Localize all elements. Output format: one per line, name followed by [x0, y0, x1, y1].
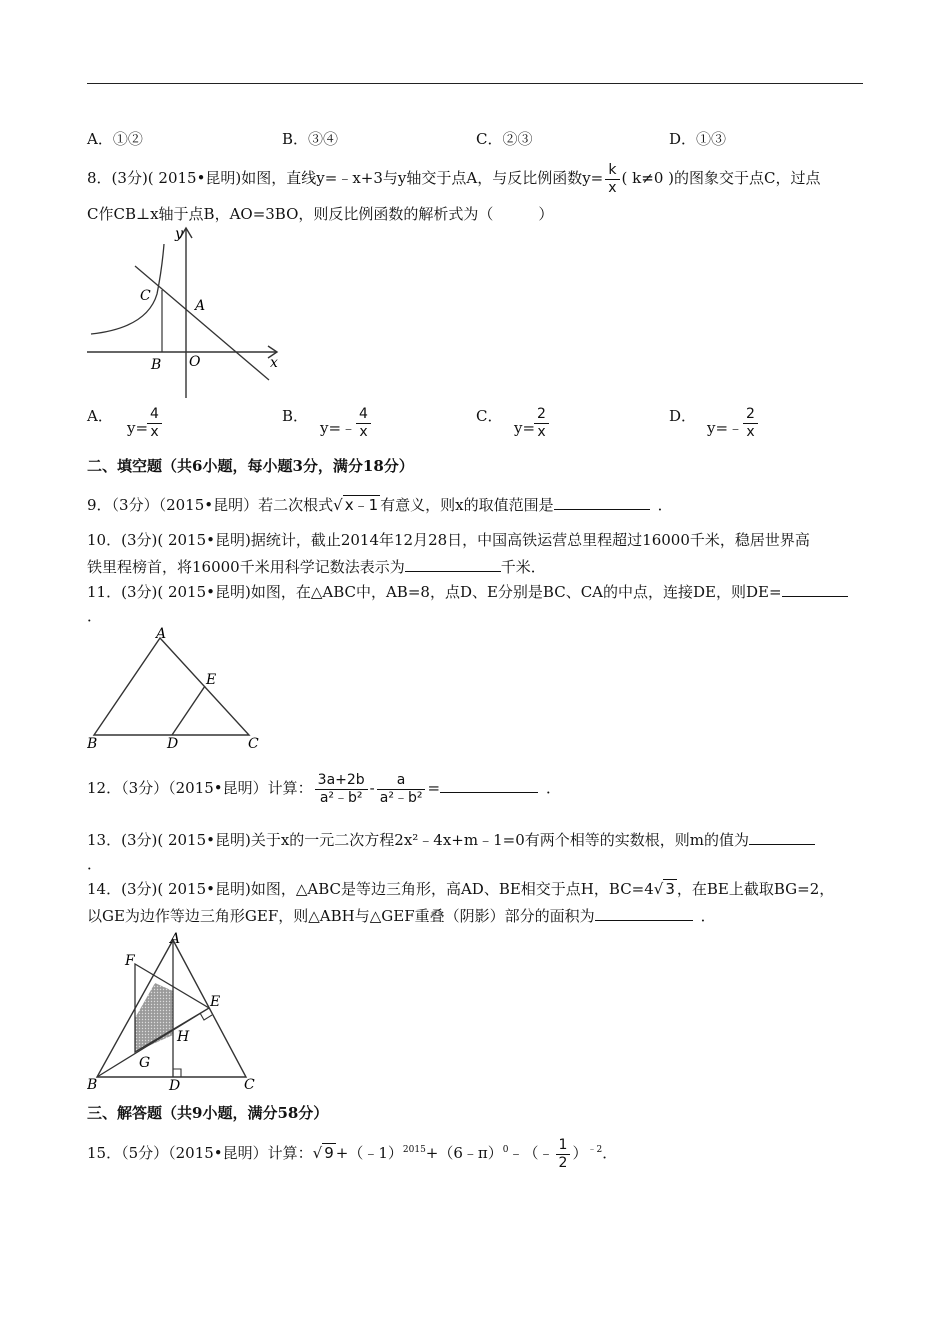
q9-line — [87, 494, 673, 515]
q8-option-a — [87, 406, 159, 440]
q11-figure — [87, 624, 277, 754]
q9-radicand: x﹣1 — [344, 496, 379, 514]
q13-text: 13．(3分)( 2015•昆明)关于x的一元二次方程2x²﹣4x+m﹣1=0有两个相等的实数根，则m的值为 — [87, 831, 749, 849]
q11-label-c: C — [248, 736, 259, 752]
q14-answer-blank[interactable] — [595, 905, 693, 921]
q15-den: 2 — [558, 1154, 568, 1171]
q8-option-c — [476, 406, 546, 440]
q15-num: 1 — [556, 1137, 571, 1155]
q8-opt-c-den: x — [537, 424, 546, 440]
q11-label-d: D — [167, 736, 179, 752]
q13-line1 — [87, 829, 815, 850]
q8-label-a: A — [195, 298, 206, 314]
q9-end: ． — [657, 496, 673, 514]
q7-option-a: A．①② — [87, 130, 143, 148]
q8-fraction — [605, 162, 619, 197]
q9-text-a: 9．（3分）（2015•昆明）若二次根式 — [87, 496, 334, 514]
q12-answer-blank[interactable] — [440, 777, 538, 793]
q15-term-2: +（6﹣π） — [425, 1144, 503, 1162]
q8-opt-b-num: 4 — [356, 406, 371, 424]
q8-opt-b-den: x — [359, 424, 368, 440]
q12-text: 12．（3分）（2015•昆明）计算： — [87, 779, 313, 797]
q8-figure — [87, 224, 287, 402]
q14-label-e: E — [210, 994, 221, 1010]
q12-num-1: 3a+2b — [315, 772, 368, 790]
q8-opt-a-letter: A． — [87, 407, 113, 425]
q12-frac-1 — [315, 772, 368, 807]
q8-label-c: C — [140, 288, 151, 304]
q11-line1 — [87, 581, 848, 602]
q10-line2 — [87, 556, 546, 577]
q14-line1 — [87, 879, 834, 899]
section-2-heading: 二、填空题（共6小题，每小题3分，满分18分） — [87, 457, 414, 475]
q14-radicand: 3 — [665, 880, 675, 898]
q8-line2: C作CB⊥x轴于点B，AO=3BO，则反比例函数的解析式为（ ） — [87, 205, 554, 223]
q8-opt-d-prefix: y=﹣ — [707, 419, 744, 437]
q14-end: ． — [700, 907, 716, 925]
q8-opt-d-num: 2 — [743, 406, 758, 424]
top-rule — [87, 83, 863, 84]
q12-den-1: a²﹣b² — [319, 789, 363, 806]
q9-text-b: 有意义，则x的取值范围是 — [380, 496, 554, 514]
q8-opt-a-frac — [147, 406, 162, 441]
q14-text-b: ，在BE上截取BG=2， — [676, 880, 835, 898]
q8-opt-c-num: 2 — [534, 406, 549, 424]
q8-label-x: x — [270, 355, 278, 371]
q15-line — [87, 1130, 617, 1173]
q14-label-b: B — [87, 1077, 98, 1093]
q12-minus: - — [369, 779, 375, 797]
q15-close: ） — [572, 1144, 588, 1162]
q8-opt-a-den: x — [150, 424, 159, 440]
q11-label-e: E — [206, 672, 217, 688]
q10-answer-blank[interactable] — [405, 556, 501, 572]
q8-opt-d-letter: D． — [669, 407, 697, 425]
q15-exp-2: 0 — [502, 1145, 509, 1155]
q15-text: 15．（5分）（2015•昆明）计算： — [87, 1144, 313, 1162]
q8-text-b: ( k≠0 )的图象交于点C，过点 — [621, 169, 821, 187]
q15-term-1: +（﹣1） — [335, 1144, 403, 1162]
q8-frac-num: k — [605, 162, 619, 180]
q11-segment-de — [172, 686, 205, 735]
q8-opt-d-den: x — [746, 424, 755, 440]
q8-option-b — [282, 406, 368, 440]
q14-line2 — [87, 905, 716, 926]
q10-text-b: 千米． — [500, 558, 546, 576]
q14-label-d: D — [169, 1078, 181, 1094]
q7-option-d: D．①③ — [669, 130, 727, 148]
q14-label-h: H — [177, 1029, 190, 1045]
q14-right-angle-d — [173, 1069, 181, 1077]
q8-label-b: B — [151, 357, 162, 373]
q15-end: ． — [602, 1144, 618, 1162]
q8-opt-c-letter: C． — [476, 407, 503, 425]
q14-label-f: F — [125, 953, 135, 969]
q8-line1 — [87, 160, 820, 197]
q11-line2: ． — [87, 607, 103, 625]
q8-opt-c-prefix: y= — [514, 419, 536, 437]
q7-option-c: C．②③ — [476, 130, 533, 148]
q7-option-b: B．③④ — [282, 130, 339, 148]
q8-opt-b-letter: B． — [282, 407, 309, 425]
q9-sqrt: √ x﹣1 — [333, 496, 379, 514]
q8-frac-den: x — [608, 179, 617, 196]
q8-label-y: y — [175, 226, 183, 242]
q15-sqrt: √ 9 — [312, 1144, 334, 1162]
q8-hyperbola — [91, 244, 164, 334]
q12-den-2: a²﹣b² — [379, 789, 423, 806]
q14-right-angle-e — [200, 1013, 212, 1020]
q10-text-a: 铁里程榜首，将16000千米用科学记数法表示为 — [87, 558, 405, 576]
q11-label-a: A — [156, 626, 167, 642]
q14-figure — [87, 928, 267, 1094]
q14-label-g: G — [139, 1055, 151, 1071]
q15-frac — [556, 1137, 571, 1172]
q12-line — [87, 768, 561, 808]
q11-triangle-abc — [94, 638, 249, 735]
q10-line1: 10．(3分)( 2015•昆明)据统计，截止2014年12月28日，中国高铁运营总里程超过16000千米，稳居世界高 — [87, 531, 810, 549]
q8-opt-b-prefix: y=﹣ — [320, 419, 357, 437]
q15-exp-1: 2015 — [402, 1145, 426, 1155]
q8-opt-c-frac — [534, 406, 549, 441]
q15-term-3: ﹣（﹣ — [508, 1144, 554, 1162]
q12-num-2: a — [377, 772, 426, 790]
q12-equals: = — [427, 779, 441, 797]
q14-text-c: 以GE为边作等边三角形GEF，则△ABH与△GEF重叠（阴影）部分的面积为 — [87, 907, 595, 925]
q8-text-a: 8．(3分)( 2015•昆明)如图，直线y=﹣x+3与y轴交于点A，与反比例函数y= — [87, 169, 604, 187]
q8-opt-a-num: 4 — [147, 406, 162, 424]
q8-label-o: O — [189, 354, 201, 370]
q8-option-d — [669, 406, 755, 440]
q15-radicand: 9 — [324, 1144, 334, 1162]
q12-frac-2 — [377, 772, 426, 807]
q8-opt-d-frac — [743, 406, 758, 441]
q13-answer-blank[interactable] — [749, 829, 815, 845]
q14-sqrt: √ 3 — [653, 880, 675, 898]
section-3-heading: 三、解答题（共9小题，满分58分） — [87, 1104, 329, 1122]
q11-label-b: B — [87, 736, 98, 752]
q14-label-c: C — [244, 1077, 255, 1093]
q11-answer-blank[interactable] — [782, 581, 848, 597]
q14-label-a: A — [170, 931, 181, 947]
q8-opt-b-frac — [356, 406, 371, 441]
q8-opt-a-prefix: y= — [127, 419, 149, 437]
q12-end: ． — [546, 779, 562, 797]
q15-exp-3: ﹣2 — [587, 1145, 603, 1155]
q9-answer-blank[interactable] — [554, 494, 650, 510]
q13-line2: ． — [87, 855, 103, 873]
q11-text: 11．(3分)( 2015•昆明)如图，在△ABC中，AB=8，点D、E分别是BC、CA的中点，连接DE，则DE= — [87, 583, 782, 601]
q14-text-a: 14．(3分)( 2015•昆明)如图，△ABC是等边三角形，高AD、BE相交于点H，BC=4 — [87, 880, 654, 898]
